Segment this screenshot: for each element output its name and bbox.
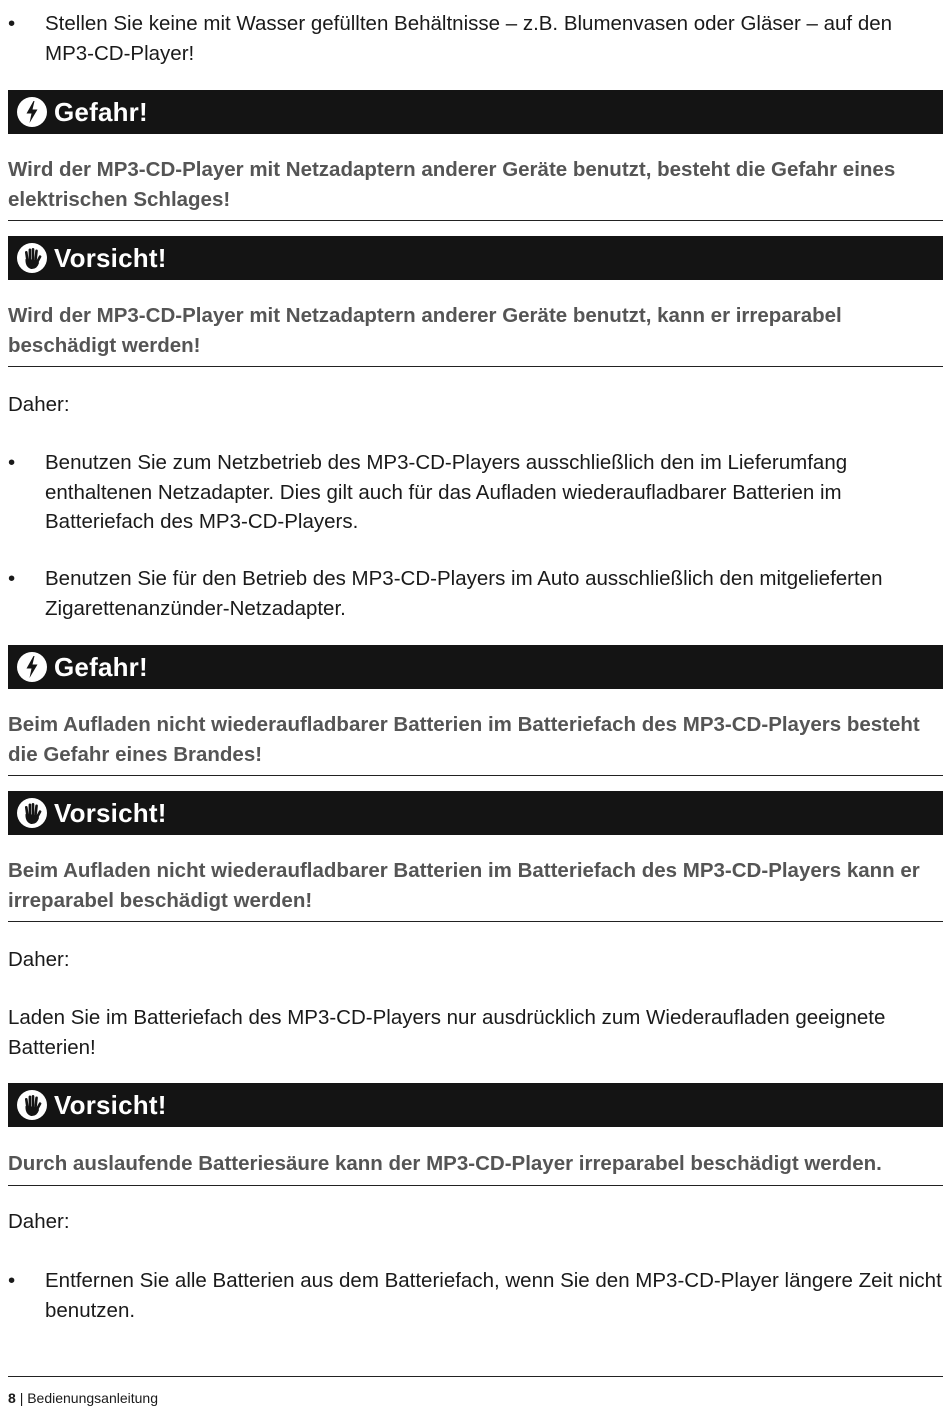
warning-paragraph: Wird der MP3-CD-Player mit Netzadaptern anderer Geräte benutzt, kann er irreparabel beschädigt werden! (8, 304, 842, 357)
lightning-icon (16, 96, 48, 128)
warning-text (8, 1149, 943, 1179)
paragraph (8, 1207, 943, 1237)
warning-text (8, 155, 943, 214)
caution-banner (8, 1083, 943, 1127)
list-item-text: Stellen Sie keine mit Wasser gefüllten Behältnisse – z.B. Blumenvasen oder Gläser – auf den MP3-CD-Player! (45, 12, 893, 65)
hand-icon (16, 1089, 48, 1121)
banner-label: Gefahr! (54, 651, 148, 682)
caution-banner (8, 236, 943, 280)
paragraph-text: Laden Sie im Batteriefach des MP3-CD-Players nur ausdrücklich zum Wiederaufladen geeignete Batterien! (8, 1006, 886, 1059)
banner-label: Gefahr! (54, 96, 148, 127)
warning-paragraph: Beim Aufladen nicht wiederaufladbarer Batterien im Batteriefach des MP3-CD-Players kann er irreparabel beschädigt werden! (8, 859, 920, 912)
warning-text (8, 301, 943, 360)
paragraph (8, 390, 943, 420)
list-item (8, 1266, 943, 1325)
lightning-icon (16, 651, 48, 683)
bullet-marker: • (8, 567, 16, 590)
list-item-text: Benutzen Sie für den Betrieb des MP3-CD-Players im Auto ausschließlich den mitgelieferten Zigarettenanzünder-Netzadapter. (45, 567, 883, 620)
bullet-marker: • (8, 12, 16, 35)
footer-divider (8, 1376, 943, 1377)
bullet-marker: • (8, 451, 16, 474)
divider (8, 366, 943, 367)
banner-label: Vorsicht! (54, 242, 167, 273)
hand-icon (16, 797, 48, 829)
list-item-text: Benutzen Sie zum Netzbetrieb des MP3-CD-Players ausschließlich den im Lieferumfang enthaltenen Netzadapter. Dies gilt auch für das Aufladen wiederaufladbarer Batterien im Batteriefach des MP3-CD-Players. (45, 451, 848, 533)
paragraph (8, 1003, 943, 1062)
warning-text (8, 710, 943, 769)
list-item-text: Entfernen Sie alle Batterien aus dem Batteriefach, wenn Sie den MP3-CD-Player längere Zeit nicht benutzen. (45, 1269, 942, 1322)
list-item (8, 9, 943, 68)
danger-banner (8, 90, 943, 134)
page-footer (8, 1389, 158, 1407)
hand-icon (16, 242, 48, 274)
footer-title: Bedienungsanleitung (27, 1390, 158, 1406)
danger-banner (8, 645, 943, 689)
divider (8, 775, 943, 776)
divider (8, 921, 943, 922)
paragraph-text: Daher: (8, 393, 70, 416)
list-item (8, 448, 943, 537)
warning-paragraph: Wird der MP3-CD-Player mit Netzadaptern anderer Geräte benutzt, besteht die Gefahr eines elektrischen Schlages! (8, 158, 896, 211)
list-item (8, 564, 943, 623)
banner-label: Vorsicht! (54, 1089, 167, 1120)
footer-separator: | (19, 1390, 24, 1406)
paragraph-text: Daher: (8, 948, 70, 971)
warning-text (8, 856, 943, 915)
banner-label: Vorsicht! (54, 797, 167, 828)
bullet-marker: • (8, 1269, 16, 1292)
page-number: 8 (8, 1390, 16, 1406)
paragraph (8, 945, 943, 975)
divider (8, 1185, 943, 1186)
warning-paragraph: Beim Aufladen nicht wiederaufladbarer Batterien im Batteriefach des MP3-CD-Players besteht die Gefahr eines Brandes! (8, 713, 920, 766)
warning-paragraph: Durch auslaufende Batteriesäure kann der MP3-CD-Player irreparabel beschädigt werden. (8, 1152, 882, 1175)
caution-banner (8, 791, 943, 835)
divider (8, 220, 943, 221)
paragraph-text: Daher: (8, 1210, 70, 1233)
